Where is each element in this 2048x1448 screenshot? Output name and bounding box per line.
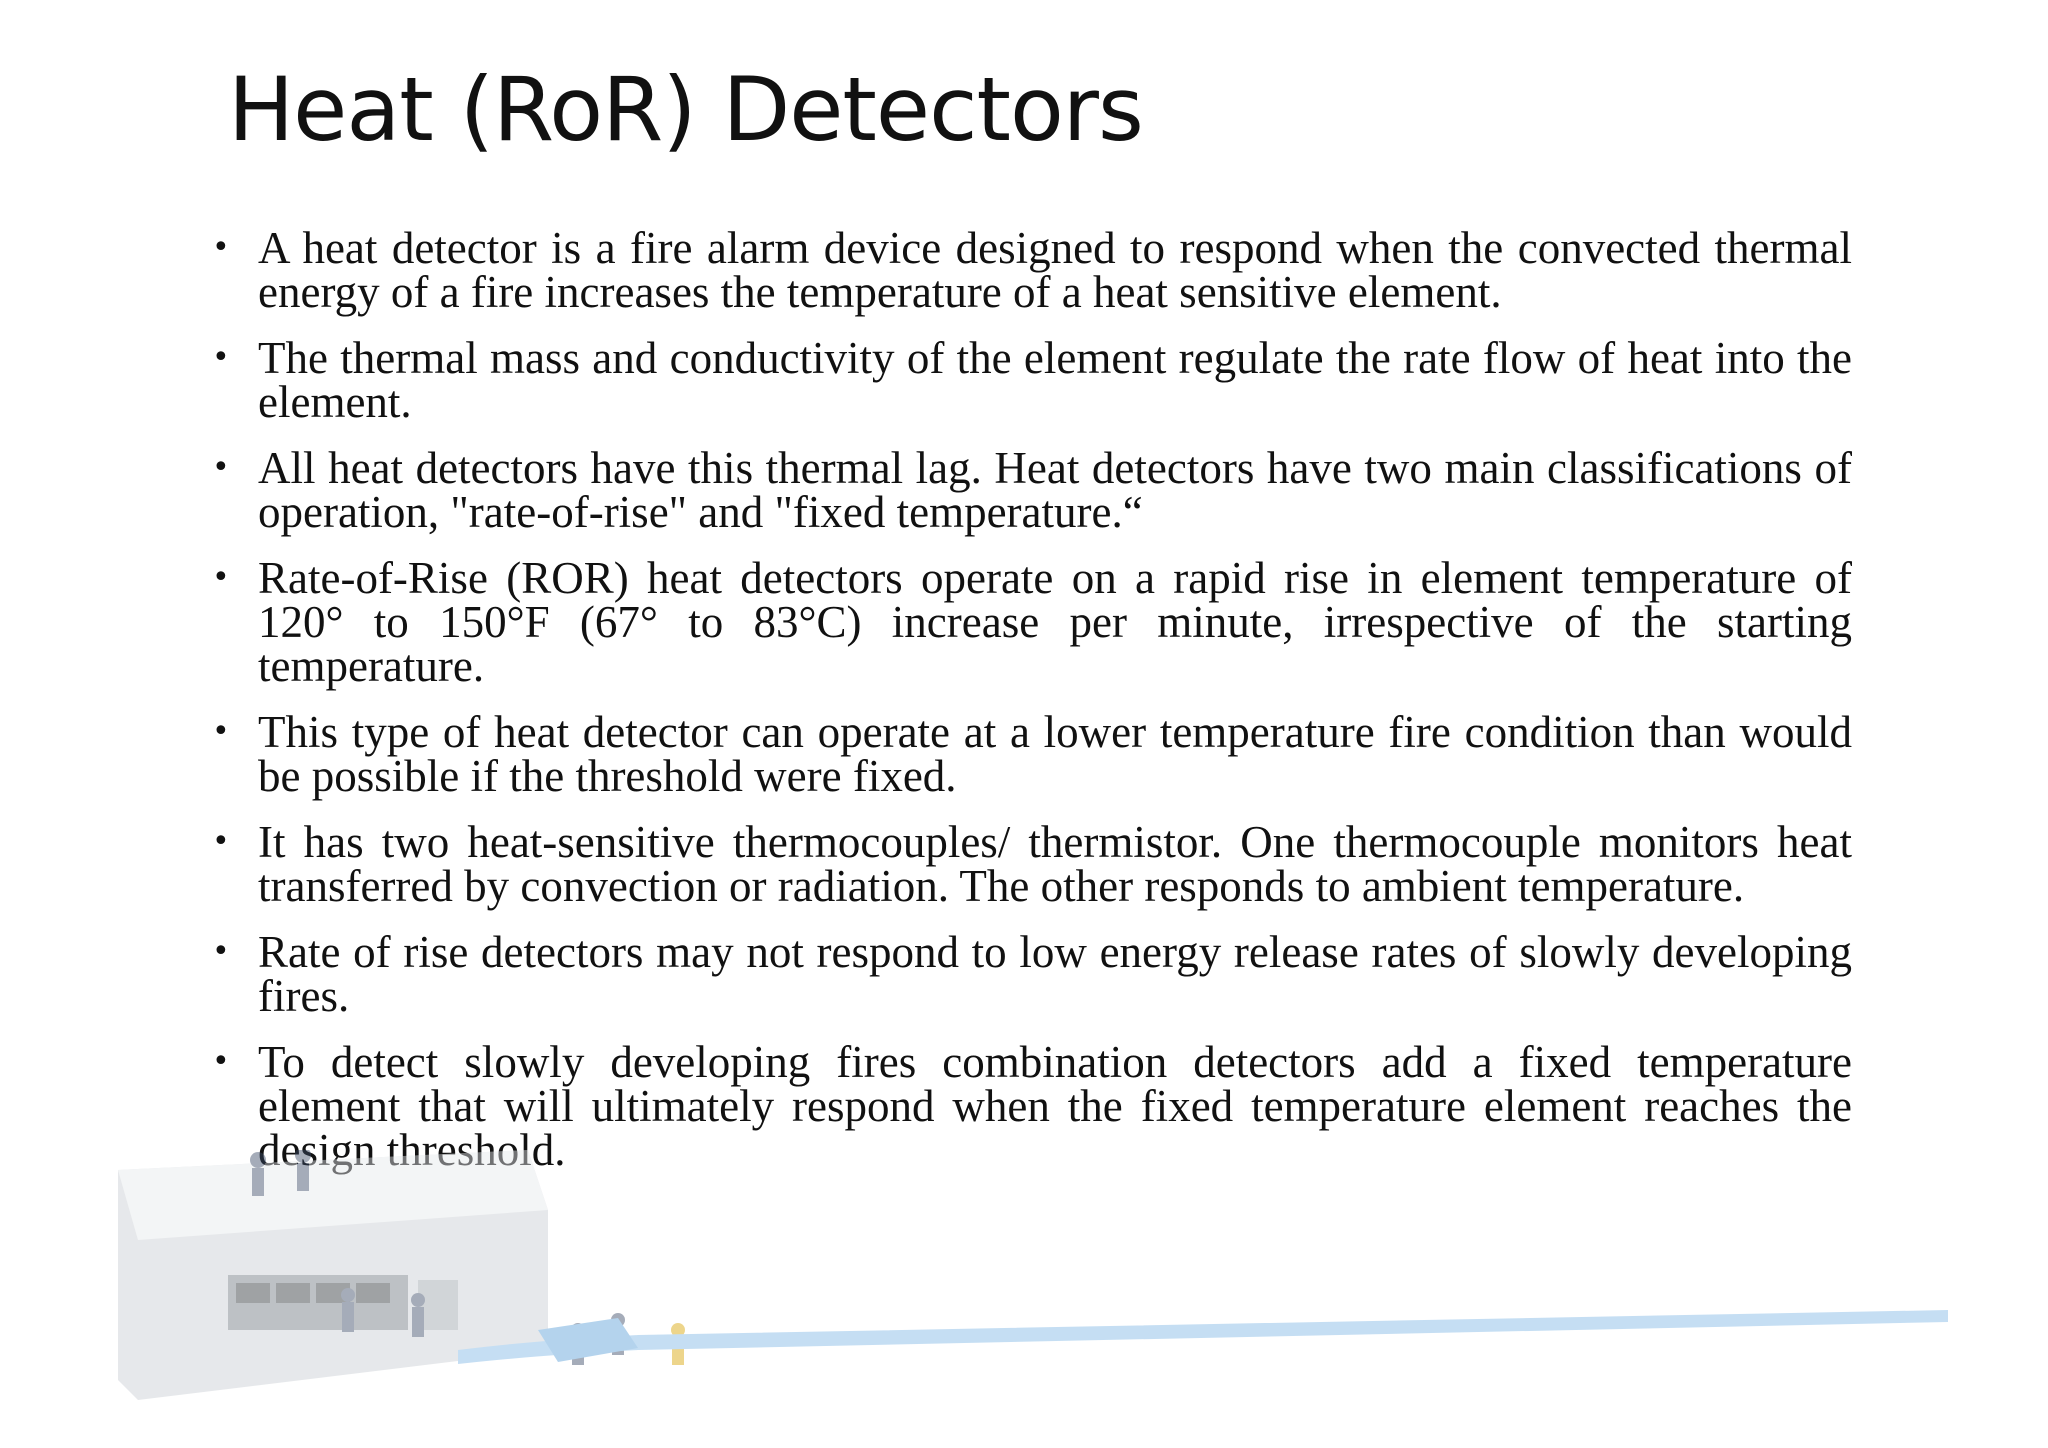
bullet-item [212,553,1852,691]
bullet-icon: • [212,230,230,265]
bullet-text: This type of heat detector can operate at a lower temperature fire condition than would be possible if the threshold were fixed. [258,707,1852,801]
bullet-item [212,707,1852,801]
bullet-icon: • [212,934,230,969]
bullet-list [212,223,1852,1194]
bullet-text: It has two heat-sensitive thermocouples/ thermistor. One thermocouple monitors heat transferred by convection or radiation. The other responds to ambient temperature. [258,817,1852,911]
bullet-icon: • [212,560,230,595]
bullet-icon: • [212,340,230,375]
bullet-icon: • [212,1044,230,1079]
bullet-text: The thermal mass and conductivity of the element regulate the rate flow of heat into the element. [258,333,1852,427]
bullet-icon: • [212,824,230,859]
bullet-item [212,333,1852,427]
bullet-text: A heat detector is a fire alarm device designed to respond when the convected thermal energy of a fire increases the temperature of a heat sensitive element. [258,223,1852,317]
network-switch-cable-illustration-icon [118,1150,1948,1410]
bullet-item [212,817,1852,911]
bullet-text: To detect slowly developing fires combination detectors add a fixed temperature element that will ultimately respond when the fixed temperature element reaches the design threshold. [258,1037,1852,1175]
bullet-item [212,443,1852,537]
bullet-icon: • [212,450,230,485]
bullet-icon: • [212,714,230,749]
bullet-text: Rate-of-Rise (ROR) heat detectors operate on a rapid rise in element temperature of 120° to 150°F (67° to 83°C) increase per minute, irrespective of the starting temperature. [258,553,1852,691]
bullet-text: Rate of rise detectors may not respond to low energy release rates of slowly developing fires. [258,927,1852,1021]
bullet-item [212,223,1852,317]
bullet-item [212,927,1852,1021]
slide-title: Heat (RoR) Detectors [228,58,1143,161]
switch-device-icon [118,1150,548,1400]
bullet-text: All heat detectors have this thermal lag. Heat detectors have two main classifications of operation, "rate-of-rise" and "fixed temperature.“ [258,443,1852,537]
